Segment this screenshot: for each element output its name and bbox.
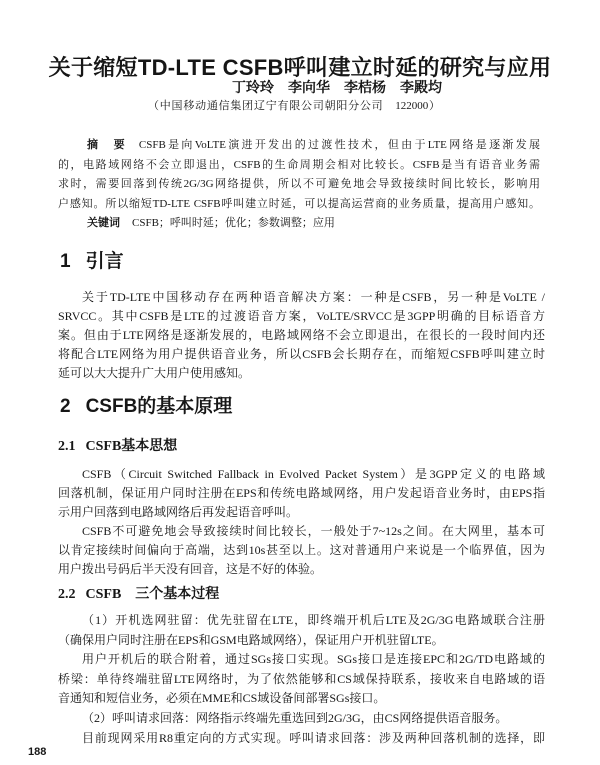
paragraph-line: 示用户回落到电路域网络后再发起语音呼叫。 bbox=[58, 504, 299, 519]
subsection-number: 2.1 bbox=[58, 439, 76, 454]
paragraph-line: 以肯定接续时间偏向于高端，达到10s甚至以上。这对普通用户来说是一个临界值，因为 bbox=[58, 542, 545, 557]
paragraph bbox=[58, 465, 545, 522]
paragraph-line: 桥梁：单待终端驻留LTE网络时，为了依然能够和CS域保持联系，接收来自电路域的语 bbox=[58, 671, 545, 686]
abstract-line: 户感知。所以缩短TD-LTE CSFB呼叫建立时延，可以提高运营商的业务质量，提高用户感知。 bbox=[58, 197, 540, 210]
subsection-heading bbox=[58, 585, 219, 605]
paragraph-line: 用户拨出号码后半天没有回音，这是不好的体验。 bbox=[58, 561, 323, 576]
keywords bbox=[58, 214, 540, 234]
subsection-body bbox=[58, 465, 545, 579]
paragraph-line: CSFB不可避免地会导致接续时间比较长，一般处于7~12s之间。在大网里，基本可 bbox=[82, 523, 545, 538]
section-number: 1 bbox=[60, 251, 71, 272]
paragraph-line: 回落机制，保证用户同时注册在EPS和传统电路域网络，用户发起语音业务时，由EPS指 bbox=[58, 485, 545, 500]
affiliation: （中国移动通信集团辽宁有限公司朝阳分公司 122000） bbox=[148, 100, 440, 112]
paragraph-line: 音通知和短信业务，必须在MME和CS域设备间部署SGs接口。 bbox=[58, 691, 386, 706]
paragraph-line: （确保用户同时注册在EPS和GSM电路域网络），保证用户开机驻留LTE。 bbox=[58, 632, 444, 647]
abstract-label: 摘 要 bbox=[87, 139, 127, 151]
paragraph-line: 案。但由于LTE网络是逐渐发展的，电路域网络不会立即退出，在很长的一段时间内还 bbox=[58, 327, 545, 342]
keywords-label: 关键词 bbox=[87, 217, 120, 229]
section-title: 引言 bbox=[85, 251, 124, 272]
subsection-title: CSFB基本思想 bbox=[85, 439, 178, 454]
abstract-line: 的，电路域网络不会立即退出，CSFB的生命周期会相对比较长。CSFB是当有语音业务需 bbox=[58, 158, 540, 171]
section-heading bbox=[60, 250, 124, 274]
paragraph-line: 延可以大大提升广大用户使用感知。 bbox=[58, 365, 251, 380]
paragraph bbox=[58, 611, 545, 650]
paragraph-line: 目前现网采用R8重定向的方式实现。呼叫请求回落：涉及两种回落机制的选择，即 bbox=[82, 730, 545, 745]
paragraph-line: （2）呼叫请求回落：网络指示终端先重选回到2G/3G，由CS网络提供语音服务。 bbox=[82, 710, 508, 725]
subsection-body bbox=[58, 611, 545, 748]
paragraph bbox=[58, 288, 545, 383]
subsection-number: 2.2 bbox=[58, 587, 76, 602]
paragraph bbox=[58, 522, 545, 579]
paragraph-line: CSFB（Circuit Switched Fallback in Evolved Packet System）是3GPP定义的电路域 bbox=[82, 466, 545, 481]
abstract-line: 求时，需要回落到传统2G/3G网络提供，所以不可避免地会导致接续时间比较长，影响用 bbox=[58, 178, 540, 190]
paragraph-line: SRVCC。其中CSFB是LTE的过渡语音方案，VoLTE/SRVCC是3GPP明确的目标语音方 bbox=[58, 308, 545, 323]
paragraph bbox=[58, 709, 545, 729]
paragraph-line: 关于TD-LTE中国移动存在两种语音解决方案：一种是CSFB，另一种是VoLTE / bbox=[82, 289, 545, 304]
section-title: CSFB的基本原理 bbox=[85, 396, 233, 417]
section-number: 2 bbox=[60, 396, 71, 417]
abstract-line bbox=[58, 136, 540, 156]
subsection-title: CSFB 三个基本过程 bbox=[85, 587, 220, 602]
paragraph bbox=[58, 729, 545, 749]
paper-title: 关于缩短TD-LTE CSFB呼叫建立时延的研究与应用 bbox=[48, 55, 552, 80]
paragraph bbox=[58, 650, 545, 709]
abstract bbox=[58, 136, 540, 234]
page-number: 188 bbox=[28, 746, 47, 758]
paragraph-line: 将配合LTE网络为用户提供语音业务，所以CSFB会长期存在，而缩短CSFB呼叫建立时 bbox=[58, 346, 545, 361]
abstract-text: CSFB是向VoLTE演进开发出的过渡性技术，但由于LTE网络是逐渐发展 bbox=[138, 139, 541, 151]
paragraph-line: （1）开机选网驻留：优先驻留在LTE，即终端开机后LTE及2G/3G电路域联合注册 bbox=[82, 613, 545, 627]
paragraph-line: 用户开机后的联合附着，通过SGs接口实现。SGs接口是连接EPC和2G/TD电路域的 bbox=[82, 652, 545, 667]
author-list: 丁玲玲 李向华 李桔杨 李殿均 bbox=[232, 81, 442, 96]
keywords-text: CSFB；呼叫时延；优化；参数调整；应用 bbox=[132, 217, 335, 229]
section-heading bbox=[60, 395, 232, 419]
subsection-heading bbox=[58, 437, 177, 457]
